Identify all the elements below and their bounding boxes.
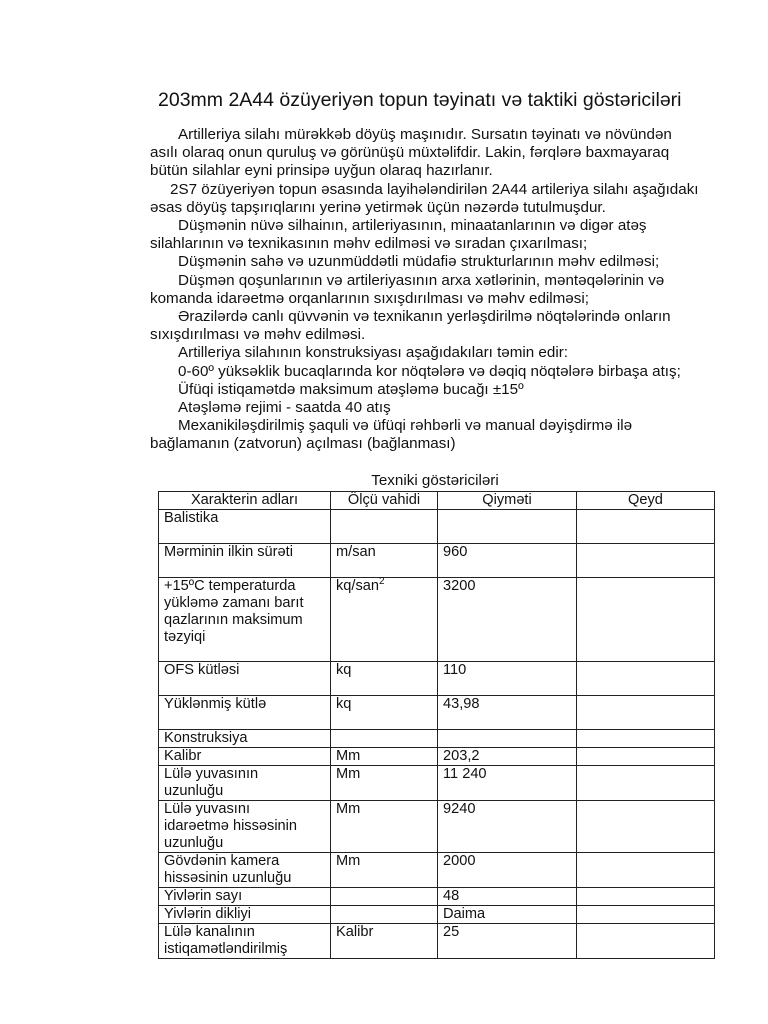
paragraph-line: Düşmənin sahə və uzunmüddətli müdafiə strukturlarının məhv edilməsi;	[178, 253, 660, 271]
table-row	[159, 510, 715, 544]
column-header-note: Qeyd	[577, 492, 715, 510]
cell-value	[438, 730, 577, 748]
cell-value: 3200	[438, 578, 577, 662]
cell-unit	[331, 853, 438, 888]
paragraph-line: Üfüqi istiqamətdə maksimum atəşləmə bucağı ±15º	[178, 380, 524, 398]
paragraph-line: 2S7 özüyeriyən topun əsasında layihələndirilən 2A44 artileriya silahı aşağıdakı	[170, 180, 699, 198]
cell-value	[438, 510, 577, 544]
table-row	[159, 801, 715, 853]
table-row	[159, 730, 715, 748]
table-row	[159, 766, 715, 801]
cell-unit	[331, 924, 438, 959]
cell-name-line: hissəsinin uzunluğu	[164, 870, 292, 886]
table-header-row	[159, 492, 715, 510]
cell-note	[577, 801, 715, 853]
cell-name	[159, 662, 331, 696]
cell-value: 110	[438, 662, 577, 696]
cell-name-line: təzyiqi	[164, 629, 206, 645]
cell-name-line: OFS kütləsi	[164, 662, 240, 678]
cell-value: 25	[438, 924, 577, 959]
table-row	[159, 662, 715, 696]
cell-name-line: +15ºC temperaturda	[164, 578, 296, 594]
cell-name-line: Lülə yuvasının	[164, 766, 259, 782]
cell-unit-text: kq	[336, 662, 352, 678]
cell-note	[577, 544, 715, 578]
paragraph-line: silahlarının və texnikasının məhv edilməsi və sıradan çıxarılması;	[150, 235, 588, 253]
document-title: 203mm 2A44 özüyeriyən topun təyinatı və taktiki göstəriciləri	[158, 89, 682, 111]
cell-name	[159, 578, 331, 662]
cell-unit	[331, 801, 438, 853]
cell-name	[159, 748, 331, 766]
cell-name-line: Lülə kanalının	[164, 924, 255, 940]
cell-name-line: idarəetmə hissəsinin	[164, 818, 298, 834]
table-row	[159, 924, 715, 959]
document-body	[150, 126, 710, 454]
table-row	[159, 853, 715, 888]
cell-name-line: Gövdənin kamera	[164, 853, 280, 869]
cell-name-line: yükləmə zamanı barıt	[164, 595, 304, 611]
cell-value: 203,2	[438, 748, 577, 766]
paragraph-line: komanda idarəetmə orqanlarının sıxışdırılması və məhv edilməsi;	[150, 289, 589, 307]
table-row	[159, 578, 715, 662]
cell-note	[577, 510, 715, 544]
cell-note	[577, 888, 715, 906]
cell-name-line: Konstruksiya	[164, 730, 248, 746]
cell-name-line: qazlarının maksimum	[164, 612, 303, 628]
cell-unit	[331, 730, 438, 748]
cell-note	[577, 906, 715, 924]
cell-unit-text: Mm	[336, 801, 361, 817]
table-row	[159, 906, 715, 924]
cell-value: 11 240	[438, 766, 577, 801]
paragraph-line: Mexanikiləşdirilmiş şaquli və üfüqi rəhbərli və manual dəyişdirmə ilə	[178, 417, 633, 435]
column-header-value: Qiymәti	[438, 492, 577, 510]
cell-name	[159, 801, 331, 853]
cell-unit	[331, 662, 438, 696]
cell-name-line: Yivlərin dikliyi	[164, 906, 252, 922]
column-header-unit: Ölçü vahidi	[331, 492, 438, 510]
cell-value: 9240	[438, 801, 577, 853]
cell-unit-superscript: 2	[379, 576, 385, 588]
cell-note	[577, 748, 715, 766]
cell-unit	[331, 696, 438, 730]
paragraph-line: asılı olaraq onun quruluş və görünüşü müxtəlifdir. Lakin, fərqlərə baxmayaraq	[150, 144, 670, 162]
cell-unit-text: kq	[336, 696, 352, 712]
cell-name-line: Yüklənmiş kütlə	[164, 696, 267, 712]
cell-note	[577, 924, 715, 959]
cell-unit	[331, 544, 438, 578]
cell-name-line: Lülə yuvasını	[164, 801, 250, 817]
paragraph-line: Düşmənin nüvə silhainın, artileriyasının, minaatanlarının və digər atəş	[178, 217, 647, 235]
column-header-name: Xarakterin adları	[159, 492, 331, 510]
cell-name-line: Kalibr	[164, 748, 202, 764]
paragraph-line: Artilleriya silahının konstruksiyası aşağıdakıları təmin edir:	[178, 344, 568, 362]
paragraph-line: Düşmən qoşunlarının və artileriyasının arxa xətlərinin, məntəqələrinin və	[178, 271, 665, 289]
cell-unit	[331, 578, 438, 662]
cell-value: 48	[438, 888, 577, 906]
cell-name	[159, 888, 331, 906]
table-row	[159, 748, 715, 766]
cell-name	[159, 924, 331, 959]
cell-value: 2000	[438, 853, 577, 888]
cell-note	[577, 578, 715, 662]
cell-name-line: Yivlərin sayı	[164, 888, 243, 904]
table-row	[159, 544, 715, 578]
paragraph-line: Ərazilərdə canlı qüvvənin və texnikanın yerləşdirilmə nöqtələrində onların	[178, 308, 671, 326]
cell-unit-text: m/san	[336, 544, 376, 560]
cell-name	[159, 544, 331, 578]
cell-unit	[331, 906, 438, 924]
cell-unit-text: Mm	[336, 748, 361, 764]
cell-name	[159, 766, 331, 801]
cell-note	[577, 853, 715, 888]
cell-name	[159, 696, 331, 730]
paragraph-line: sıxışdırılması və məhv edilməsi.	[150, 326, 366, 344]
paragraph-line: 0-60º yüksəklik bucaqlarında kor nöqtələrə və dəqiq nöqtələrə birbaşa atış;	[178, 362, 681, 380]
paragraph-line: Artilleriya silahı mürəkkəb döyüş maşınıdır. Sursatın təyinatı və növündən	[178, 126, 672, 143]
paragraph-line: əsas döyüş tapşırıqlarını yerinə yetirmək üçün nəzərdə tutulmuşdur.	[150, 198, 606, 216]
cell-unit	[331, 888, 438, 906]
cell-note	[577, 696, 715, 730]
cell-note	[577, 766, 715, 801]
cell-name-line: Mərminin ilkin sürəti	[164, 544, 293, 560]
cell-unit	[331, 748, 438, 766]
paragraph-line: bütün silahlar eyni prinsipə uyğun olaraq hazırlanır.	[150, 162, 493, 180]
cell-name-line: istiqamətləndirilmiş	[164, 941, 288, 957]
cell-name-line: uzunluğu	[164, 835, 224, 851]
cell-name	[159, 853, 331, 888]
cell-name-line: Balistika	[164, 510, 219, 526]
cell-value: Daima	[438, 906, 577, 924]
table-row	[159, 888, 715, 906]
cell-note	[577, 730, 715, 748]
cell-name	[159, 730, 331, 748]
cell-unit-text: Mm	[336, 766, 361, 782]
paragraph-line: Atəşləmə rejimi - saatda 40 atış	[178, 399, 391, 417]
cell-unit	[331, 766, 438, 801]
cell-unit-text: Kalibr	[336, 924, 374, 940]
cell-name-line: uzunluğu	[164, 783, 224, 799]
cell-value: 43,98	[438, 696, 577, 730]
cell-name	[159, 510, 331, 544]
specifications-table	[158, 491, 715, 959]
table-caption: Texniki göstəriciləri	[371, 472, 499, 489]
cell-note	[577, 662, 715, 696]
paragraph-line: bağlamanın (zatvorun) açılması (bağlanması)	[150, 435, 456, 453]
cell-unit-text: kq/san	[336, 578, 379, 594]
cell-unit	[331, 510, 438, 544]
cell-value: 960	[438, 544, 577, 578]
cell-unit-text: Mm	[336, 853, 361, 869]
cell-name	[159, 906, 331, 924]
table-row	[159, 696, 715, 730]
